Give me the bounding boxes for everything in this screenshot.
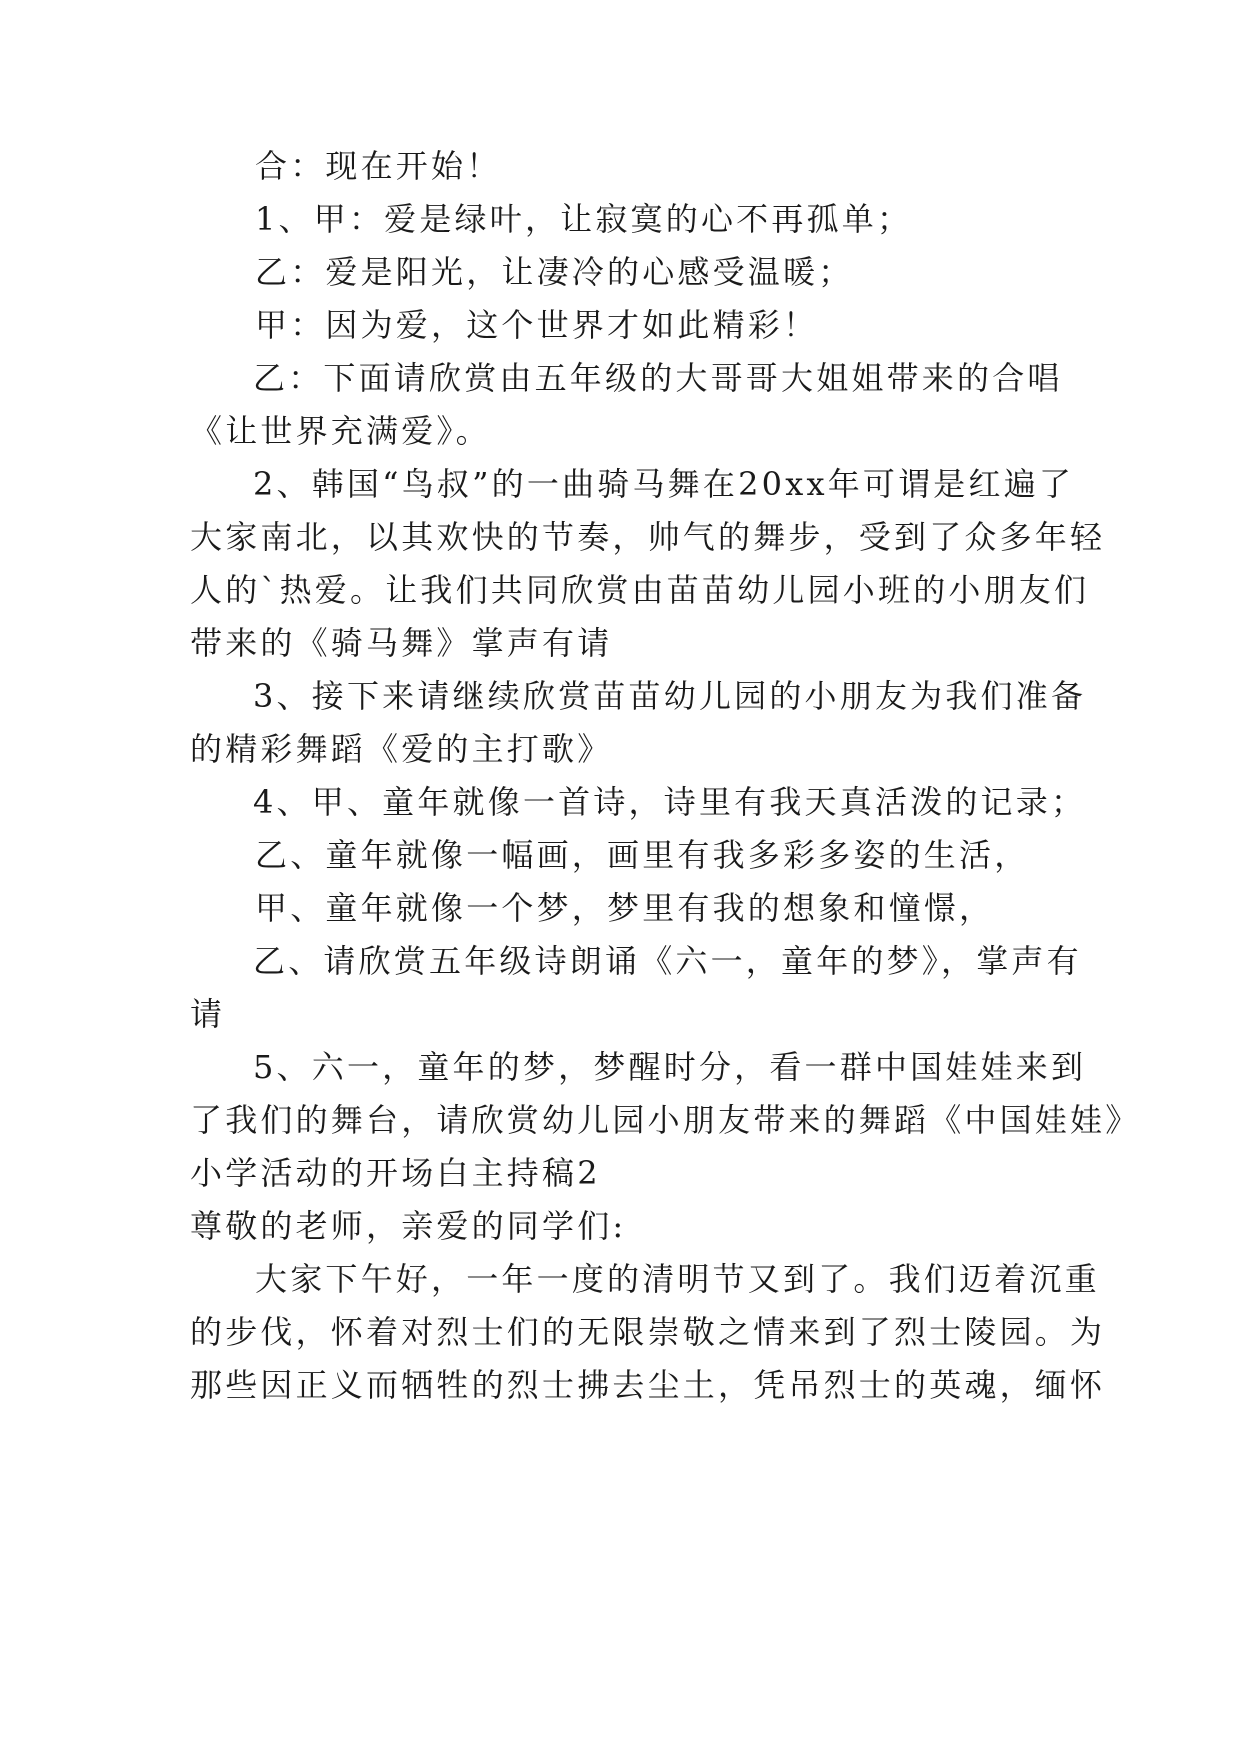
text-line: 甲、童年就像一个梦，梦里有我的想象和憧憬， (255, 889, 995, 927)
text-line: 乙、请欣赏五年级诗朗诵《六一，童年的梦》，掌声有 (253, 942, 1082, 980)
section-heading: 小学活动的开场白主持稿2 (190, 1154, 601, 1192)
text-line: 的精彩舞蹈《爱的主打歌》 (190, 730, 613, 768)
text-line: 了我们的舞台，请欣赏幼儿园小朋友带来的舞蹈《中国娃娃》 (190, 1101, 1141, 1139)
text-line: 甲：因为爱，这个世界才如此精彩！ (255, 306, 819, 344)
text-line: 大家南北，以其欢快的节奏，帅气的舞步，受到了众多年轻 (190, 518, 1106, 556)
text-line: 合：现在开始！ (255, 147, 502, 185)
text-line: 带来的《骑马舞》掌声有请 (190, 624, 613, 662)
text-line: 请 (190, 995, 226, 1033)
text-line: 那些因正义而牺牲的烈士拂去尘土，凭吊烈士的英魂，缅怀 (190, 1366, 1106, 1404)
salutation: 尊敬的老师，亲爱的同学们: (190, 1207, 627, 1245)
text-line: 的步伐，怀着对烈士们的无限崇敬之情来到了烈士陵园。为 (190, 1313, 1106, 1351)
text-line: 2、韩国“鸟叔”的一曲骑马舞在20xx年可谓是红遍了 (253, 465, 1075, 503)
text-line: 乙：爱是阳光，让凄冷的心感受温暖； (255, 253, 854, 291)
text-line: 3、接下来请继续欣赏苗苗幼儿园的小朋友为我们准备 (253, 677, 1087, 715)
text-line: 《让世界充满爱》。 (190, 412, 491, 450)
text-line: 4、甲、童年就像一首诗，诗里有我天真活泼的记录； (253, 783, 1087, 821)
text-line: 人的`热爱。让我们共同欣赏由苗苗幼儿园小班的小朋友们 (190, 571, 1090, 609)
text-line: 大家下午好，一年一度的清明节又到了。我们迈着沉重 (255, 1260, 1100, 1298)
text-line: 乙：下面请欣赏由五年级的大哥哥大姐姐带来的合唱 (253, 359, 1063, 397)
text-line: 乙、童年就像一幅画，画里有我多彩多姿的生活， (255, 836, 1030, 874)
text-line: 5、六一，童年的梦，梦醒时分，看一群中国娃娃来到 (253, 1048, 1087, 1086)
text-line: 1、甲：爱是绿叶，让寂寞的心不再孤单； (255, 200, 913, 238)
